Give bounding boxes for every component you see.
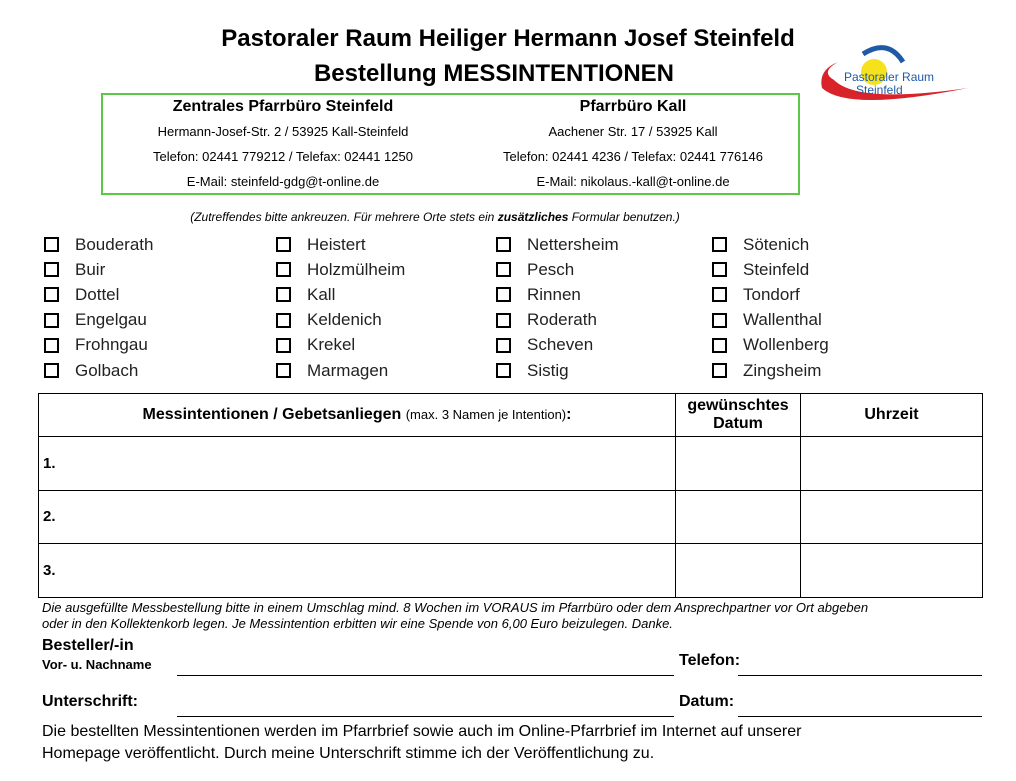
place-label: Golbach	[75, 360, 139, 380]
place-column-2	[276, 232, 405, 383]
time-cell[interactable]	[801, 437, 983, 491]
note-emphasis: zusätzliches	[497, 210, 569, 224]
contact-box	[101, 93, 800, 195]
date-field[interactable]	[738, 716, 982, 717]
checkbox[interactable]	[712, 338, 727, 353]
disclaimer-text	[42, 600, 982, 632]
time-cell[interactable]	[801, 490, 983, 544]
checkbox[interactable]	[44, 363, 59, 378]
place-option[interactable]	[712, 308, 829, 333]
place-label: Nettersheim	[527, 234, 619, 254]
place-option[interactable]	[496, 308, 619, 333]
place-option[interactable]	[276, 282, 405, 307]
name-field[interactable]	[177, 675, 674, 676]
place-option[interactable]	[712, 257, 829, 282]
place-label: Wallenthal	[743, 310, 822, 330]
time-column-header: Uhrzeit	[801, 394, 983, 437]
place-label: Dottel	[75, 284, 120, 304]
consent-line1: Die bestellten Messintentionen werden im Pfarrbrief sowie auch im Online-Pfarrbrief im Internet auf unserer	[42, 723, 802, 740]
date-column-header: gewünschtes Datum	[676, 394, 801, 437]
place-label: Sistig	[527, 360, 569, 380]
name-label: Vor- u. Nachname	[42, 657, 152, 672]
place-option[interactable]	[44, 333, 153, 358]
checkbox[interactable]	[44, 262, 59, 277]
table-row[interactable]	[39, 490, 983, 544]
place-label: Pesch	[527, 259, 575, 279]
consent-line2: Homepage veröffentlicht. Durch meine Unterschrift stimme ich der Veröffentlichung zu.	[42, 745, 655, 762]
checkbox[interactable]	[712, 363, 727, 378]
place-label: Holzmülheim	[307, 259, 406, 279]
place-label: Scheven	[527, 335, 594, 355]
orderer-label: Besteller/-in	[42, 637, 134, 654]
office-address: Hermann-Josef-Str. 2 / 53925 Kall-Steinfeld	[157, 124, 409, 139]
office-phone: Telefon: 02441 779212 / Telefax: 02441 1250	[153, 149, 413, 164]
phone-label: Telefon:	[679, 652, 741, 669]
place-option[interactable]	[276, 308, 405, 333]
office-address: Aachener Str. 17 / 53925 Kall	[548, 124, 718, 139]
office-name: Zentrales Pfarrbüro Steinfeld	[172, 98, 394, 115]
place-label: Buir	[75, 259, 106, 279]
date-cell[interactable]	[676, 544, 801, 598]
note-text-end: Formular benutzen.)	[568, 210, 680, 224]
place-label: Krekel	[307, 335, 356, 355]
checkbox[interactable]	[276, 363, 291, 378]
checkbox[interactable]	[44, 313, 59, 328]
checkbox[interactable]	[496, 262, 511, 277]
office-kall	[483, 95, 783, 194]
checkbox[interactable]	[44, 287, 59, 302]
checkbox[interactable]	[44, 237, 59, 252]
checkbox[interactable]	[276, 262, 291, 277]
place-option[interactable]	[44, 308, 153, 333]
place-label: Zingsheim	[743, 360, 822, 380]
intention-column-header: Messintentionen / Gebetsanliegen (max. 3 Namen je Intention):	[39, 394, 676, 437]
place-label: Tondorf	[743, 284, 800, 304]
place-label: Keldenich	[307, 310, 382, 330]
office-email: E-Mail: steinfeld-gdg@t-online.de	[186, 174, 380, 189]
place-label: Steinfeld	[743, 259, 810, 279]
office-phone: Telefon: 02441 4236 / Telefax: 02441 776146	[503, 149, 763, 164]
place-option[interactable]	[44, 257, 153, 282]
place-option[interactable]	[496, 358, 619, 383]
place-label: Marmagen	[307, 360, 389, 380]
place-label: Kall	[307, 284, 336, 304]
parish-logo	[818, 40, 978, 110]
place-option[interactable]	[276, 257, 405, 282]
table-header-row	[39, 394, 983, 437]
signature-field[interactable]	[177, 716, 674, 717]
disclaimer-line1: Die ausgefüllte Messbestellung bitte in einem Umschlag mind. 8 Wochen im VORAUS im Pfarrbüro oder dem Ansprechpartner vor Ort abgeben	[42, 600, 869, 615]
place-label: Frohngau	[75, 335, 148, 355]
place-option[interactable]	[44, 358, 153, 383]
place-option[interactable]	[276, 358, 405, 383]
document-title: Pastoraler Raum Heiliger Hermann Josef Steinfeld	[221, 25, 795, 52]
place-option[interactable]	[276, 232, 405, 257]
intention-table	[38, 393, 983, 598]
place-option[interactable]	[496, 232, 619, 257]
place-option[interactable]	[44, 282, 153, 307]
place-label: Engelgau	[75, 310, 147, 330]
note-text: (Zutreffendes bitte ankreuzen. Für mehrere Orte stets ein	[190, 210, 498, 224]
checkbox[interactable]	[44, 338, 59, 353]
table-row[interactable]	[39, 544, 983, 598]
place-label: Heistert	[307, 234, 366, 254]
place-column-4	[712, 232, 829, 383]
place-checklist	[40, 232, 1000, 382]
checkbox[interactable]	[712, 313, 727, 328]
disclaimer-line2: oder in den Kollektenkorb legen. Je Messintention erbitten wir eine Spende von 6,00 Euro beizulegen. Danke.	[42, 616, 673, 631]
logo-graphic	[818, 40, 978, 110]
instruction-note	[0, 210, 870, 224]
place-option[interactable]	[712, 358, 829, 383]
place-option[interactable]	[712, 282, 829, 307]
logo-text-line2: Steinfeld	[856, 83, 903, 97]
place-option[interactable]	[712, 333, 829, 358]
office-steinfeld	[103, 95, 463, 194]
intention-cell[interactable]: 1.	[39, 437, 676, 491]
place-option[interactable]	[44, 232, 153, 257]
place-label: Wollenberg	[743, 335, 829, 355]
checkbox[interactable]	[712, 237, 727, 252]
place-label: Rinnen	[527, 284, 581, 304]
place-column-1	[44, 232, 153, 383]
checkbox[interactable]	[496, 338, 511, 353]
place-option[interactable]	[276, 333, 405, 358]
checkbox[interactable]	[276, 313, 291, 328]
place-option[interactable]	[496, 282, 619, 307]
date-cell[interactable]	[676, 490, 801, 544]
place-option[interactable]	[496, 257, 619, 282]
checkbox[interactable]	[276, 338, 291, 353]
intention-cell[interactable]: 3.	[39, 544, 676, 598]
office-email: E-Mail: nikolaus.-kall@t-online.de	[536, 174, 730, 189]
checkbox[interactable]	[276, 237, 291, 252]
place-label: Sötenich	[743, 234, 810, 254]
time-cell[interactable]	[801, 544, 983, 598]
table-row[interactable]	[39, 437, 983, 491]
checkbox[interactable]	[496, 237, 511, 252]
place-option[interactable]	[712, 232, 829, 257]
office-name: Pfarrbüro Kall	[579, 98, 687, 115]
date-cell[interactable]	[676, 437, 801, 491]
checkbox[interactable]	[712, 287, 727, 302]
intention-cell[interactable]: 2.	[39, 490, 676, 544]
consent-text	[42, 721, 962, 765]
date-label: Datum:	[679, 693, 735, 710]
document-subtitle: Bestellung MESSINTENTIONEN	[313, 60, 675, 87]
checkbox[interactable]	[712, 262, 727, 277]
place-label: Roderath	[527, 310, 597, 330]
place-option[interactable]	[496, 333, 619, 358]
logo-text-line1: Pastoraler Raum	[844, 70, 935, 84]
checkbox[interactable]	[276, 287, 291, 302]
place-label: Bouderath	[75, 234, 154, 254]
phone-field[interactable]	[738, 675, 982, 676]
place-column-3	[496, 232, 619, 383]
signature-label: Unterschrift:	[42, 693, 139, 710]
checkbox[interactable]	[496, 287, 511, 302]
checkbox[interactable]	[496, 363, 511, 378]
checkbox[interactable]	[496, 313, 511, 328]
